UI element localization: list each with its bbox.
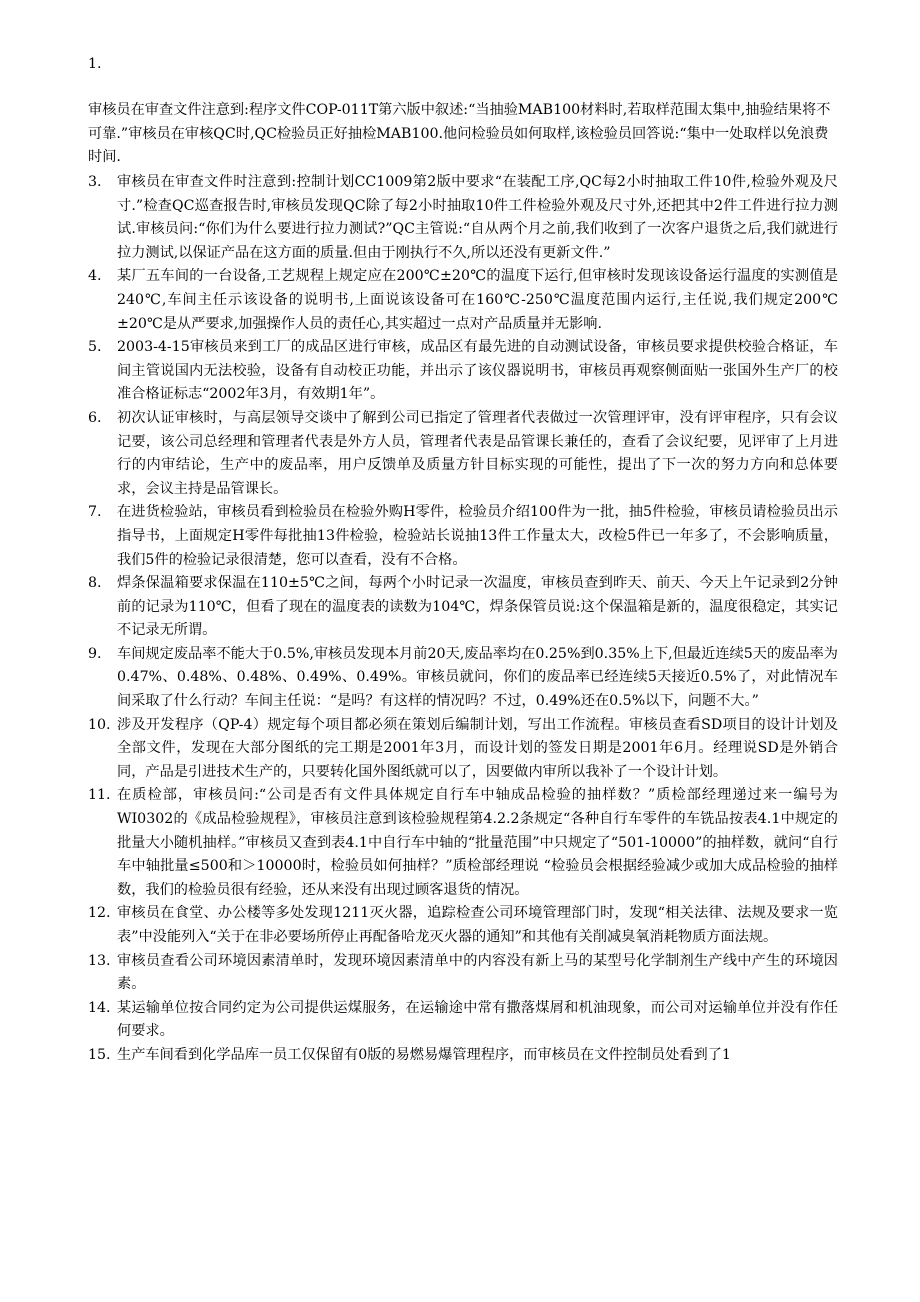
item-number: 6. — [88, 409, 102, 426]
item-number: 14. — [88, 999, 111, 1016]
item-text: 某厂五车间的一台设备,工艺规程上规定应在200℃±20℃的温度下运行,但审核时发现该设备运行温度的实测值是240℃,车间主任示该设备的说明书,上面说该设备可在160℃-250℃温度范围内运行,主任说,我们规定200℃±20℃是从严要求,加强操作人员的责任心,其实超过一点对产品质量并无影响. — [117, 268, 838, 332]
item-text: 在进货检验站，审核员看到检验员在检验外购H零件，检验员介绍100件为一批，抽5件检验，审核员请检验员出示指导书，上面规定H零件每批抽13件检验，检验站长说抽13件工作量太大，改检5件已一年多了，不会影响质量，我们5件的检验记录很清楚，您可以查看，没有不合格。 — [117, 504, 838, 568]
item-text: 车间规定废品率不能大于0.5%,审核员发现本月前20天,废品率均在0.25%到0.35%上下,但最近连续5天的废品率为0.47%、0.48%、0.48%、0.49%、0.49%。审核员就问，你们的废品率已经连续5天接近0.5%了，对此情况车间采取了什么行动？车间主任说：“是吗？有这样的情况吗？不过，0.49%还在0.5%以下，问题不大。” — [117, 645, 838, 710]
item-number: 3. — [88, 174, 102, 190]
intro-paragraph: 审核员在审查文件注意到:程序文件COP-011T第六版中叙述:“当抽验MAB100材料时,若取样范围太集中,抽验结果将不可靠.”审核员在审核QC时,QC检验员正好抽检MAB100.他问检验员如何取样,该检验员回答说:“集中一处取样以免浪费时间. — [88, 102, 831, 166]
case-list — [88, 171, 838, 1068]
item-number: 11. — [88, 787, 111, 804]
item-text: 2003-4-15审核员来到工厂的成品区进行审核，成品区有最先进的自动测试设备，审核员要求提供校验合格证，车间主管说国内无法校验，设备有自动校正功能，并出示了该仪器说明书，审核员再观察侧面贴一张国外生产厂的校准合格证标志“2002年3月，有效期1年”。 — [117, 339, 838, 403]
item-number: 4. — [88, 268, 102, 285]
item-number: 1. — [88, 56, 102, 72]
item-text: 审核员在食堂、办公楼等多处发现1211灭火器，追踪检查公司环境管理部门时，发现“相关法律、法规及要求一览表”中没能列入“关于在非必要场所停止再配备哈龙灭火器的通知”和其他有关削减臭氧消耗物质方面法规。 — [117, 905, 838, 945]
list-item — [88, 643, 838, 714]
item-number: 13. — [88, 952, 111, 969]
item-text: 审核员在审查文件时注意到:控制计划CC1009第2版中要求“在装配工序,QC每2小时抽取工件10件,检验外观及尺寸.”检查QC巡查报告时,审核员发现QC除了每2小时抽取10件工件检验外观及尺寸外,还把其中2件工件进行拉力测试.审核员问:“你们为什么要进行拉力测试?”QC主管说:“自从两个月之前,我们收到了一次客户退货之后,我们就进行拉力测试,以保证产品在这方面的质量.但由于刚执行不久,所以还没有更新文件.” — [117, 174, 838, 261]
list-item — [88, 171, 838, 265]
item-text: 生产车间看到化学品库一员工仅保留有0版的易燃易爆管理程序，而审核员在文件控制员处看到了1 — [117, 1046, 731, 1063]
item-text: 审核员查看公司环境因素清单时，发现环境因素清单中的内容没有新上马的某型号化学制剂生产线中产生的环境因素。 — [117, 952, 838, 993]
item-text: 初次认证审核时，与高层领导交谈中了解到公司已指定了管理者代表做过一次管理评审，没有评审程序，只有会议记要，该公司总经理和管理者代表是外方人员，管理者代表是品管课长兼任的，查看了会议纪要，见评审了上月进行的内审结论，生产中的废品率，用户反馈单及质量方针目标实现的可能性，提出了下一次的努力方向和总体要求，会议主持是品管课长。 — [117, 409, 838, 497]
list-item — [88, 1044, 838, 1068]
list-item — [88, 407, 838, 501]
item-number: 10. — [88, 716, 111, 733]
list-item — [88, 997, 838, 1044]
item-number: 9. — [88, 645, 102, 662]
item-number: 7. — [88, 504, 102, 521]
list-item — [88, 501, 838, 572]
item-number: 15. — [88, 1046, 111, 1063]
list-item — [88, 336, 838, 407]
item-text: 在质检部，审核员问:“公司是否有文件具体规定自行车中轴成品检验的抽样数？”质检部经理递过来一编号为WI0302的《成品检验规程》，审核员注意到该检验规程第4.2.2条规定“各种自行车零件的车铣品按表4.1中规定的批量大小随机抽样。”审核员又查到表4.1中自行车中轴的“批量范围”中只规定了“501-10000”的抽样数，就问“自行车中轴批量≤500和＞10000时，检验员如何抽样？”质检部经理说 “检验员会根据经验减少或加大成品检验的抽样数，我们的检验员很有经验，还从来没有出现过顾客退货的情况。 — [117, 787, 838, 898]
list-item — [88, 265, 838, 336]
list-item — [88, 784, 838, 902]
item-text: 涉及开发程序（QP-4）规定每个项目都必须在策划后编制计划，写出工作流程。审核员查看SD项目的设计计划及全部文件，发现在大部分图纸的完工期是2001年3月，而设计划的签发日期是2001年6月。经理说SD是外销合同，产品是引进技术生产的，只要转化国外图纸就可以了，因要做内审所以我补了一个设计计划。 — [117, 716, 838, 780]
list-item — [88, 902, 838, 949]
item-number: 12. — [88, 905, 111, 922]
list-item — [88, 950, 838, 997]
item-number: 8. — [88, 575, 102, 592]
list-item — [88, 572, 838, 643]
list-item — [88, 714, 838, 785]
item-number: 5. — [88, 339, 102, 356]
item-text: 焊条保温箱要求保温在110±5℃之间，每两个小时记录一次温度，审核员查到昨天、前天、今天上午记录到2分钟前的记录为110℃，但看了现在的温度表的读数为104℃，焊条保管员说:这个保温箱是新的，温度很稳定，其实记不记录无所谓。 — [117, 575, 838, 639]
item-text: 某运输单位按合同约定为公司提供运煤服务，在运输途中常有撒落煤屑和机油现象，而公司对运输单位并没有作任何要求。 — [117, 999, 838, 1040]
